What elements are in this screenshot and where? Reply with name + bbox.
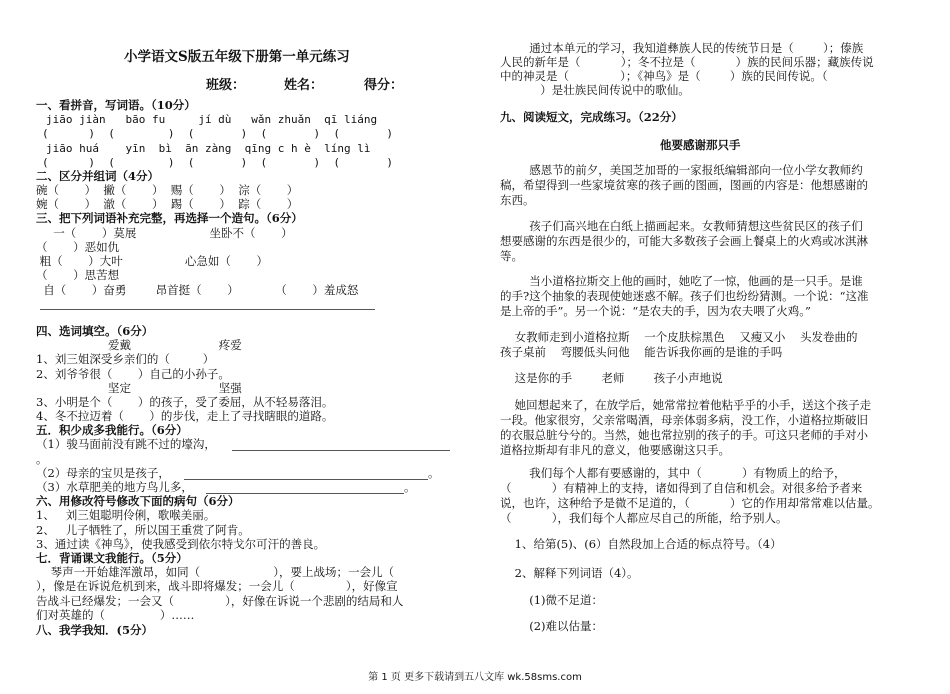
sick-sentence-2: 2、 儿子牺牲了，所以国王重赏了阿肯。 [36, 523, 250, 537]
word-choice-2: 坚定 坚强 [108, 381, 242, 395]
paragraph-3-line-1: 当小道格拉斯交上他的画时，她吃了一惊，他画的是一只手。是谁 [500, 274, 863, 288]
passage-title: 他要感谢那只手 [660, 138, 741, 152]
proverb-1: （1）骏马面前没有跳不过的壕沟， [36, 437, 216, 451]
paragraph-3-line-3: 是上帝的手”。另一个说：“是农夫的手，因为农夫喂了火鸡。” [500, 304, 811, 318]
idiom-line-2: （ ）恶如仇 [36, 240, 120, 254]
paragraph-6-line-1: 她回想起来了，在放学后，她常常拉着他粘乎乎的小手，送这个孩子走 [500, 398, 872, 412]
knowledge-line-1: 通过本单元的学习，我知道彝族人民的传统节日是（ ）；傣族 [500, 41, 864, 55]
reading-question-2: 2、解释下列词语（4）。 [500, 566, 639, 580]
paragraph-2-line-2: 想要感谢的东西是很少的，可能大多数孩子会画上餐桌上的火鸡或冰淇淋 [500, 234, 868, 248]
section-3-heading: 三、把下列词语补充完整，再选择一个造句。（6分） [36, 211, 303, 225]
proverb-1-end: 。 [36, 452, 48, 466]
reading-question-1: 1、给第(5)、(6）自然段加上合适的标点符号。（4） [500, 537, 782, 551]
proverb-2-line [184, 479, 428, 480]
sick-sentence-1: 1、 刘三姐聪明伶俐，歌喉美丽。 [36, 508, 216, 522]
fill-question-1: 1、刘三姐深受乡亲们的（ ） [36, 352, 215, 366]
fill-question-2: 2、刘爷爷很（ ）自己的小孙子。 [36, 367, 230, 381]
idiom-line-4: （ ）思苦想 [36, 268, 120, 282]
recite-line-4: 们对英雄的（ ）…… [36, 608, 195, 622]
word-group-row-1: 碗（ ） 撇（ ） 赐（ ） 淙（ ） [36, 183, 299, 197]
word-group-row-2: 婉（ ） 澈（ ） 踢（ ） 踪（ ） [36, 197, 299, 211]
paragraph-1-line-2: 稿，希望得到一些家境贫寒的孩子画的图画，图画的内容是：他想感谢的 [500, 178, 868, 192]
knowledge-line-2: 人民的新年是（ ）；冬不拉是（ ）族的民间乐器；藏族传说 [500, 55, 874, 69]
paragraph-6-line-4: 道格拉斯却有非凡的意义，他要感谢这只手。 [500, 443, 730, 457]
blank-row-1: ( ) ( ) ( ) ( ) ( ) [42, 127, 393, 140]
proverb-3: （3）水草肥美的地方鸟儿多， [36, 480, 193, 494]
section-6-heading: 六、用修改符号修改下面的病句（6分） [36, 494, 240, 508]
reading-question-2a: (1)微不足道： [500, 593, 604, 607]
paragraph-1-line-3: 东西。 [500, 193, 535, 207]
paragraph-2-line-1: 孩子们高兴地在白纸上描画起来。女教师猜想这些贫民区的孩子们 [500, 219, 863, 233]
paragraph-4-line-1: 女教师走到小道格拉斯 一个皮肤棕黑色 又瘦又小 头发卷曲的 [500, 330, 858, 344]
paragraph-7-line-2: （ ）有精神上的支持，诸如得到了自信和机会。对很多给予者来 [500, 481, 863, 495]
section-4-heading: 四、选词填空。（6分） [36, 324, 154, 338]
fill-question-4: 4、冬不拉迈着（ ）的步伐，走上了寻找瞎眼的道路。 [36, 409, 334, 423]
idiom-line-1: 一（ ）莫展 坐卧不（ ） [46, 226, 293, 240]
paragraph-6-line-2: 一段。他家很穷，父亲常喝酒，母亲体弱多病，没工作，小道格拉斯破旧 [500, 413, 868, 427]
paragraph-5: 这是你的手 老师 孩子小声地说 [500, 371, 723, 385]
recite-line-3: 告战斗已经爆发；一会又（ ），好像在诉说一个悲剧的结局和人 [36, 594, 404, 608]
proverb-3-end: 。 [404, 480, 416, 494]
section-9-heading: 九、阅读短文，完成练习。（22分） [500, 110, 683, 124]
class-label: 班级： [206, 78, 246, 93]
idiom-line-3: 粗（ ）大叶 心急如（ ） [36, 254, 268, 268]
pinyin-row-2: jiāo huá yīn bì ān zàng qīng c h è líng lì [46, 142, 371, 155]
sentence-writing-line [40, 309, 375, 310]
knowledge-line-3: 中的神灵是（ ）；《神鸟》是（ ）族的民间传说。（ [500, 69, 828, 83]
paragraph-3-line-2: 的手?这个抽象的表现使她迷惑不解。孩子们也纷纷猜测。一个说：“这准 [500, 289, 869, 303]
pinyin-row-1: jiāo jiàn bāo fu jí dù wǎn zhuǎn qī liáng [46, 113, 378, 126]
recite-line-1: 琴声一开始雄浑激昂，如同（ ），要上战场；一会儿（ [36, 565, 394, 579]
section-8-heading: 八、我学我知．(5分） [36, 623, 153, 637]
paragraph-7-line-4: （ ），我们每个人都应尽自己的所能，给予别人。 [500, 511, 788, 525]
name-label: 姓名： [284, 78, 324, 93]
knowledge-line-4: ）是壮族民间传说中的歌仙。 [500, 83, 690, 97]
paragraph-2-line-3: 等。 [500, 249, 523, 263]
score-label: 得分： [364, 78, 404, 93]
section-7-heading: 七．背诵课文我能行。（5分） [36, 551, 188, 565]
paragraph-6-line-3: 的衣服总脏兮兮的。当然，她也常拉别的孩子的手。可这只老师的手对小 [500, 428, 868, 442]
proverb-1-line [232, 450, 450, 451]
recite-line-2: ），像是在诉说危机到来，战斗即将爆发；一会儿（ ），好像宣 [36, 579, 398, 593]
blank-row-2: ( ) ( ) ( ) ( ) ( ) [42, 156, 393, 169]
word-choice-1: 爱戴 疼爱 [108, 338, 242, 352]
proverb-2-end: 。 [428, 466, 440, 480]
section-5-heading: 五．积少成多我能行。（6分） [36, 423, 188, 437]
sick-sentence-3: 3、通过读《神鸟》，使我感受到依尔特戈尔可汗的善良。 [36, 537, 326, 551]
paragraph-7-line-1: 我们每个人都有要感谢的，其中（ ）有物质上的给予， [500, 466, 846, 480]
section-1-heading: 一、看拼音，写词语。（10分） [36, 98, 196, 112]
page-footer: 第 1 页 更多下载请到五八文库 wk.58sms.com [368, 672, 582, 683]
paragraph-1-line-1: 感恩节的前夕，美国芝加哥的一家报纸编辑部向一位小学女教师约 [500, 163, 863, 177]
paragraph-4-line-2: 孩子桌前 弯腰低头问他 能告诉我你画的是谁的手吗 [500, 345, 783, 359]
section-2-heading: 二、区分并组词（4分） [36, 169, 160, 183]
fill-question-3: 3、小明是个（ ）的孩子，受了委屈，从不轻易落泪。 [36, 395, 334, 409]
reading-question-2b: (2)难以估量： [500, 619, 604, 633]
idiom-line-5: 自（ ）奋勇 昂首挺（ ） （ ）羞成怒 [36, 283, 359, 297]
page-title: 小学语文S版五年级下册第一单元练习 [124, 49, 350, 65]
paragraph-7-line-3: 说，也许，这种给予是微不足道的，（ ）它的作用却常常难以估量。 [500, 496, 880, 510]
proverb-2: （2）母亲的宝贝是孩子， [36, 466, 170, 480]
